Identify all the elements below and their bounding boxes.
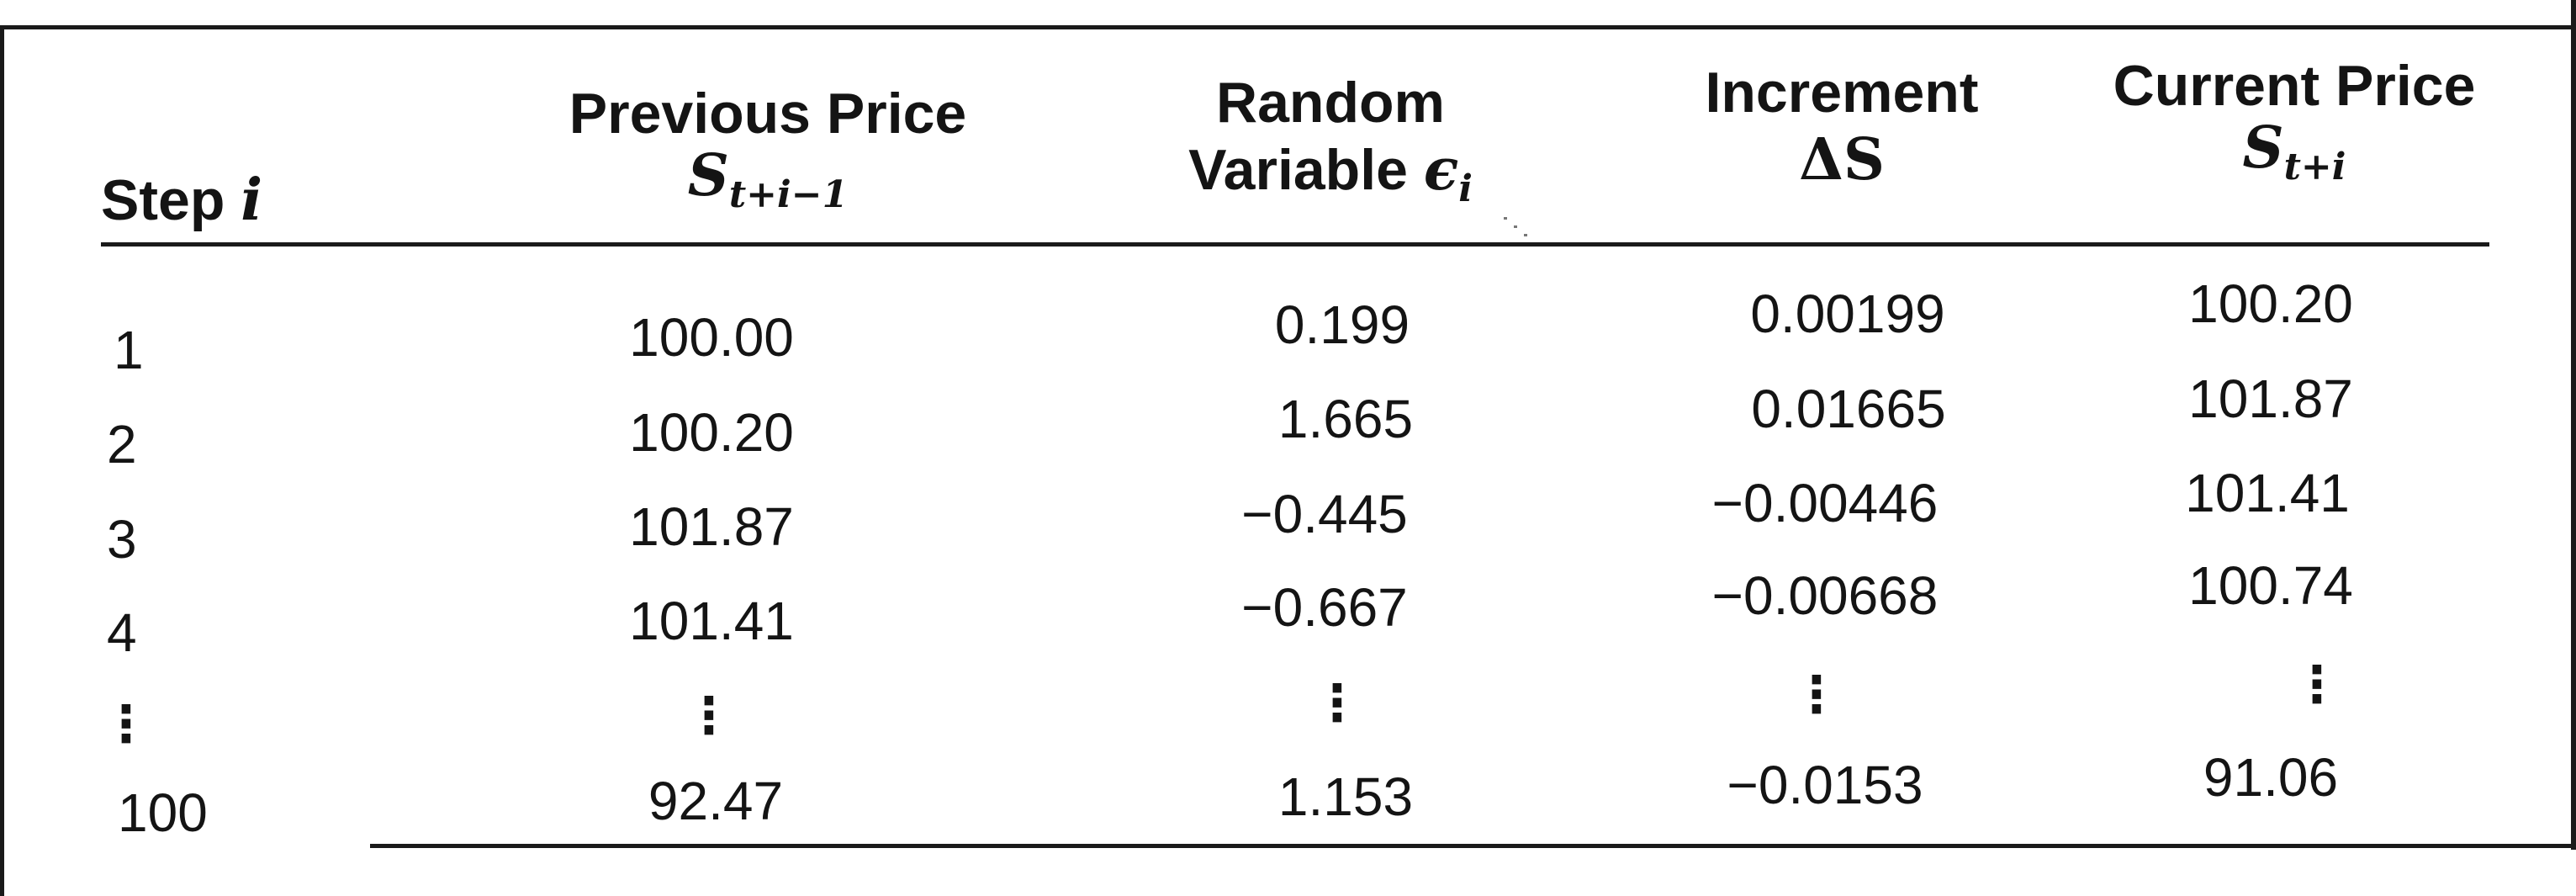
header-random-variable bbox=[1188, 69, 1473, 223]
row-ellipsis-step: ⋮ bbox=[101, 696, 151, 752]
header-random-variable-symbol: ϵ bbox=[1423, 136, 1459, 204]
header-rule bbox=[101, 242, 2489, 247]
scan-speck bbox=[1514, 225, 1517, 228]
header-increment-symbol: ΔS bbox=[1799, 126, 1885, 194]
row-1-increment: 0.00199 bbox=[1750, 284, 1945, 344]
row-ellipsis-current-price: ⋮ bbox=[2292, 656, 2342, 713]
header-step-symbol: i bbox=[241, 167, 263, 234]
row-3-current-price: 101.41 bbox=[2185, 463, 2350, 523]
row-4-random-variable: −0.667 bbox=[1241, 577, 1408, 638]
header-current-price-symbol: S bbox=[2242, 114, 2284, 182]
header-previous-price-label: Previous Price bbox=[569, 82, 967, 146]
row-ellipsis-random-variable: ⋮ bbox=[1312, 675, 1362, 731]
header-previous-price-symbol: S bbox=[687, 142, 729, 209]
row-ellipsis-previous-price: ⋮ bbox=[684, 687, 734, 744]
header-random-variable-label: Variable bbox=[1188, 138, 1408, 202]
table-frame-top bbox=[0, 25, 2576, 29]
row-2-random-variable: 1.665 bbox=[1277, 389, 1414, 449]
row-1-random-variable: 0.199 bbox=[1274, 294, 1410, 355]
header-current-price bbox=[2113, 52, 2476, 201]
header-previous-price bbox=[569, 80, 966, 229]
row-1-previous-price: 100.00 bbox=[629, 307, 794, 368]
row-100-increment: −0.0153 bbox=[1727, 755, 1923, 815]
row-4-step: 4 bbox=[107, 602, 137, 663]
row-3-previous-price: 101.87 bbox=[629, 496, 794, 557]
scan-speck bbox=[1524, 234, 1527, 236]
header-random-variable-subscript: i bbox=[1458, 167, 1473, 210]
table-frame-bottom bbox=[370, 844, 2576, 848]
row-3-step: 3 bbox=[107, 509, 137, 570]
row-100-random-variable: 1.153 bbox=[1277, 766, 1414, 827]
row-100-step: 100 bbox=[118, 782, 208, 843]
header-current-price-subscript: t+i bbox=[2283, 146, 2346, 188]
row-4-previous-price: 101.41 bbox=[629, 591, 794, 651]
row-2-increment: 0.01665 bbox=[1751, 379, 1946, 439]
table-frame-right bbox=[2571, 0, 2576, 850]
header-increment-label: Increment bbox=[1705, 61, 1979, 125]
row-1-step: 1 bbox=[114, 320, 144, 380]
header-random-variable-line1: Random bbox=[1216, 71, 1445, 135]
table-frame-left bbox=[0, 25, 4, 896]
header-increment-symbol-wrap bbox=[1706, 126, 1979, 194]
row-100-current-price: 91.06 bbox=[2203, 747, 2339, 808]
scan-speck bbox=[1504, 217, 1507, 220]
row-100-previous-price: 92.47 bbox=[648, 771, 784, 831]
header-current-price-label: Current Price bbox=[2113, 54, 2476, 118]
header-step bbox=[101, 167, 262, 234]
row-3-increment: −0.00446 bbox=[1711, 473, 1939, 533]
header-increment bbox=[1706, 59, 1979, 194]
row-2-current-price: 101.87 bbox=[2188, 368, 2353, 429]
row-3-random-variable: −0.445 bbox=[1241, 484, 1408, 544]
header-step-label: Step bbox=[101, 168, 225, 232]
row-ellipsis-increment: ⋮ bbox=[1791, 666, 1842, 723]
row-2-step: 2 bbox=[107, 414, 137, 475]
row-2-previous-price: 100.20 bbox=[629, 402, 794, 463]
row-4-current-price: 100.74 bbox=[2188, 555, 2353, 616]
row-4-increment: −0.00668 bbox=[1711, 565, 1939, 626]
row-1-current-price: 100.20 bbox=[2188, 273, 2353, 334]
header-previous-price-subscript: t+i−1 bbox=[728, 173, 849, 216]
